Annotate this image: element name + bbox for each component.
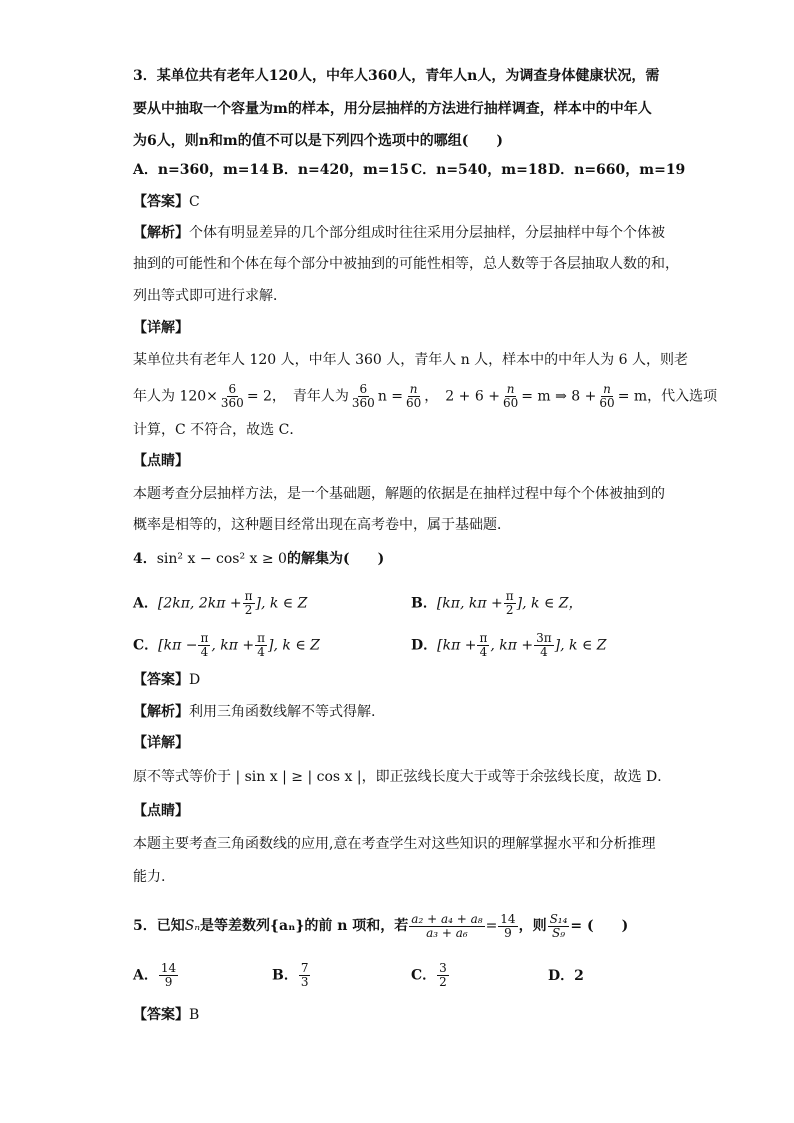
q5-stem-text: 5．已知 <box>133 918 185 934</box>
answer-value: C <box>189 194 200 210</box>
q4-comment-line1: 本题主要考查三角函数线的应用,意在考查学生对这些知识的理解掌握水平和分析推理 <box>133 836 656 852</box>
q3-detail-line1: 某单位共有老年人 120 人，中年人 360 人，青年人 n 人，样本中的中年人为 6 人，则老 <box>133 352 688 368</box>
equals-sign: = <box>485 918 498 934</box>
option-text: , kπ + <box>211 637 255 654</box>
answer-tag: 【答案】 <box>133 194 189 210</box>
q5-stem <box>133 912 628 940</box>
fraction-pi-2 <box>504 590 516 617</box>
option-label: C． <box>133 637 159 654</box>
denominator: 60 <box>502 396 519 410</box>
denominator: 360 <box>220 396 244 410</box>
denominator: S₉ <box>551 925 566 940</box>
fraction-n-60 <box>404 383 423 410</box>
fraction-pi-4 <box>255 632 267 659</box>
denominator: 3 <box>300 975 309 989</box>
option-text: [kπ, kπ + <box>436 595 503 612</box>
numerator: a₂ + a₄ + a₈ <box>411 911 483 926</box>
answer-tag: 【答案】 <box>133 1007 189 1023</box>
q4-option-d <box>411 632 607 659</box>
q3-option-b: B．n=420，m=15 <box>272 162 409 178</box>
fraction-pi-4 <box>198 632 210 659</box>
option-text: , kπ + <box>490 637 534 654</box>
q3-analysis-line2: 抽到的可能性和个体在每个部分中被抽到的可能性相等，总人数等于各层抽取人数的和， <box>133 256 679 272</box>
numerator: 3 <box>439 961 447 975</box>
q3-stem-line1: 3．某单位共有老年人120人，中年人360人，青年人n人，为调查身体健康状况，需 <box>133 68 660 84</box>
denominator: a₃ + a₆ <box>426 925 468 940</box>
option-label: D． <box>411 637 438 654</box>
q3-detail-line2 <box>133 383 717 410</box>
fraction-3pi-4 <box>534 632 554 659</box>
q3-comment-line2: 概率是相等的，这种题目经常出现在高考卷中，属于基础题． <box>133 517 511 533</box>
denominator: 2 <box>244 603 253 617</box>
q3-detail-line3: 计算，C 不符合，故选 C． <box>133 422 304 438</box>
option-text: [kπ − <box>158 637 198 654</box>
option-text: ], k ∈ Z <box>268 637 320 654</box>
fraction-14-9 <box>498 913 517 940</box>
q5-stem-text: = ( ) <box>570 918 629 934</box>
detail-text: ， 2 + 6 + <box>424 388 500 405</box>
numerator: n <box>409 382 418 396</box>
fraction-s14-s9 <box>548 913 570 940</box>
numerator: π <box>200 631 209 645</box>
q5-stem-text: ，则 <box>518 918 547 934</box>
numerator: π <box>479 631 488 645</box>
q4-comment-line2: 能力. <box>133 869 166 885</box>
denominator: 360 <box>351 396 375 410</box>
denominator: 2 <box>505 603 514 617</box>
q3-option-c: C．n=540，m=18 <box>411 162 548 178</box>
numerator: n <box>506 382 515 396</box>
denominator: 60 <box>406 396 422 410</box>
q4-option-a <box>133 590 307 617</box>
option-text: ], k ∈ Z， <box>516 595 583 612</box>
q3-option-a: A．n=360，m=14 <box>133 162 270 178</box>
q4-detail-tag: 【详解】 <box>133 735 189 751</box>
answer-value: D <box>189 672 201 688</box>
analysis-tag: 【解析】 <box>133 704 189 720</box>
q4-detail: 原不等式等价于 | sin x | ≥ | cos x |，即正弦线长度大于或等于余弦线长度，故选 D． <box>133 769 672 785</box>
option-text: ], k ∈ Z <box>255 595 308 612</box>
analysis-text: 个体有明显差异的几个部分组成时往往采用分层抽样，分层抽样中每个个体被 <box>189 225 665 241</box>
q3-option-d: D．n=660，m=19 <box>548 162 686 178</box>
numerator: S₁₄ <box>549 911 568 926</box>
denominator: 4 <box>479 645 488 659</box>
q3-comment-tag: 【点睛】 <box>133 453 189 469</box>
detail-text: 年人为 120× <box>133 388 218 405</box>
q3-stem-line3: 为6人，则n和m的值不可以是下列四个选项中的哪组( ) <box>133 133 503 149</box>
q4-inequality: sin² x − cos² x ≥ 0 <box>156 551 287 567</box>
q4-option-c <box>133 632 320 659</box>
numerator: 7 <box>300 961 309 975</box>
numerator: 3π <box>536 631 552 645</box>
fraction-pi-4 <box>477 632 489 659</box>
q4-number: 4． <box>133 551 157 567</box>
option-text: ], k ∈ Z <box>554 637 607 654</box>
q4-answer <box>133 670 200 690</box>
q3-stem-line2: 要从中抽取一个容量为m的样本，用分层抽样的方法进行抽样调查，样本中的中年人 <box>133 101 652 117</box>
detail-text: = m ⇒ 8 + <box>521 388 597 405</box>
denominator: 4 <box>200 645 209 659</box>
option-label: B． <box>272 967 298 984</box>
numerator: 14 <box>500 911 516 926</box>
q5-option-b <box>272 962 311 989</box>
q3-analysis-line3: 列出等式即可进行求解． <box>133 288 287 304</box>
q3-detail-tag: 【详解】 <box>133 320 189 336</box>
q3-comment-line1: 本题考查分层抽样方法，是一个基础题，解题的依据是在抽样过程中每个个体被抽到的 <box>133 486 665 502</box>
fraction-6-360 <box>350 383 377 410</box>
q4-comment-tag: 【点睛】 <box>133 803 189 819</box>
denominator: 4 <box>540 645 548 659</box>
q4-stem-text: 的解集为( ) <box>286 551 385 567</box>
q4-analysis <box>133 702 375 722</box>
fraction-condition <box>409 913 484 940</box>
q3-analysis-line1 <box>133 223 665 243</box>
numerator: π <box>244 589 253 603</box>
analysis-text: 利用三角函数线解不等式得解. <box>189 704 376 720</box>
denominator: 60 <box>599 396 615 410</box>
denominator: 9 <box>164 975 173 989</box>
q5-option-d: D．2 <box>548 968 584 984</box>
numerator: π <box>257 631 266 645</box>
answer-tag: 【答案】 <box>133 672 189 688</box>
q3-answer <box>133 192 200 212</box>
denominator: 4 <box>257 645 265 659</box>
numerator: n <box>603 382 611 396</box>
answer-value: B <box>189 1007 200 1023</box>
q5-option-a <box>133 962 179 989</box>
detail-text: = 2， 青年人为 <box>246 388 349 405</box>
q5-answer <box>133 1005 199 1025</box>
option-label: B． <box>411 595 437 612</box>
option-label: C． <box>411 967 437 984</box>
q4-option-b <box>411 590 583 617</box>
option-fraction <box>437 962 449 989</box>
numerator: π <box>505 589 514 603</box>
fraction-pi-2 <box>243 590 255 617</box>
option-text: [2kπ, 2kπ + <box>157 595 242 612</box>
option-text: [kπ + <box>437 637 477 654</box>
detail-text: n = <box>377 388 404 405</box>
detail-text: = m，代入选项 <box>617 388 718 405</box>
q4-stem <box>133 549 384 569</box>
numerator: 14 <box>160 961 177 975</box>
fraction-6-360 <box>219 383 246 410</box>
option-fraction <box>299 962 311 989</box>
option-fraction <box>159 962 178 989</box>
numerator: 6 <box>359 382 368 396</box>
option-label: A． <box>133 967 158 984</box>
q5-option-c <box>411 962 450 989</box>
fraction-n-60 <box>501 383 520 410</box>
denominator: 2 <box>439 975 447 989</box>
q5-stem-text: 是等差数列{aₙ}的前 n 项和，若 <box>200 918 409 934</box>
analysis-tag: 【解析】 <box>133 225 189 241</box>
option-label: A． <box>133 595 158 612</box>
q5-sn: Sₙ <box>184 918 201 934</box>
denominator: 9 <box>504 925 512 940</box>
numerator: 6 <box>228 382 237 396</box>
fraction-n-60 <box>597 383 616 410</box>
